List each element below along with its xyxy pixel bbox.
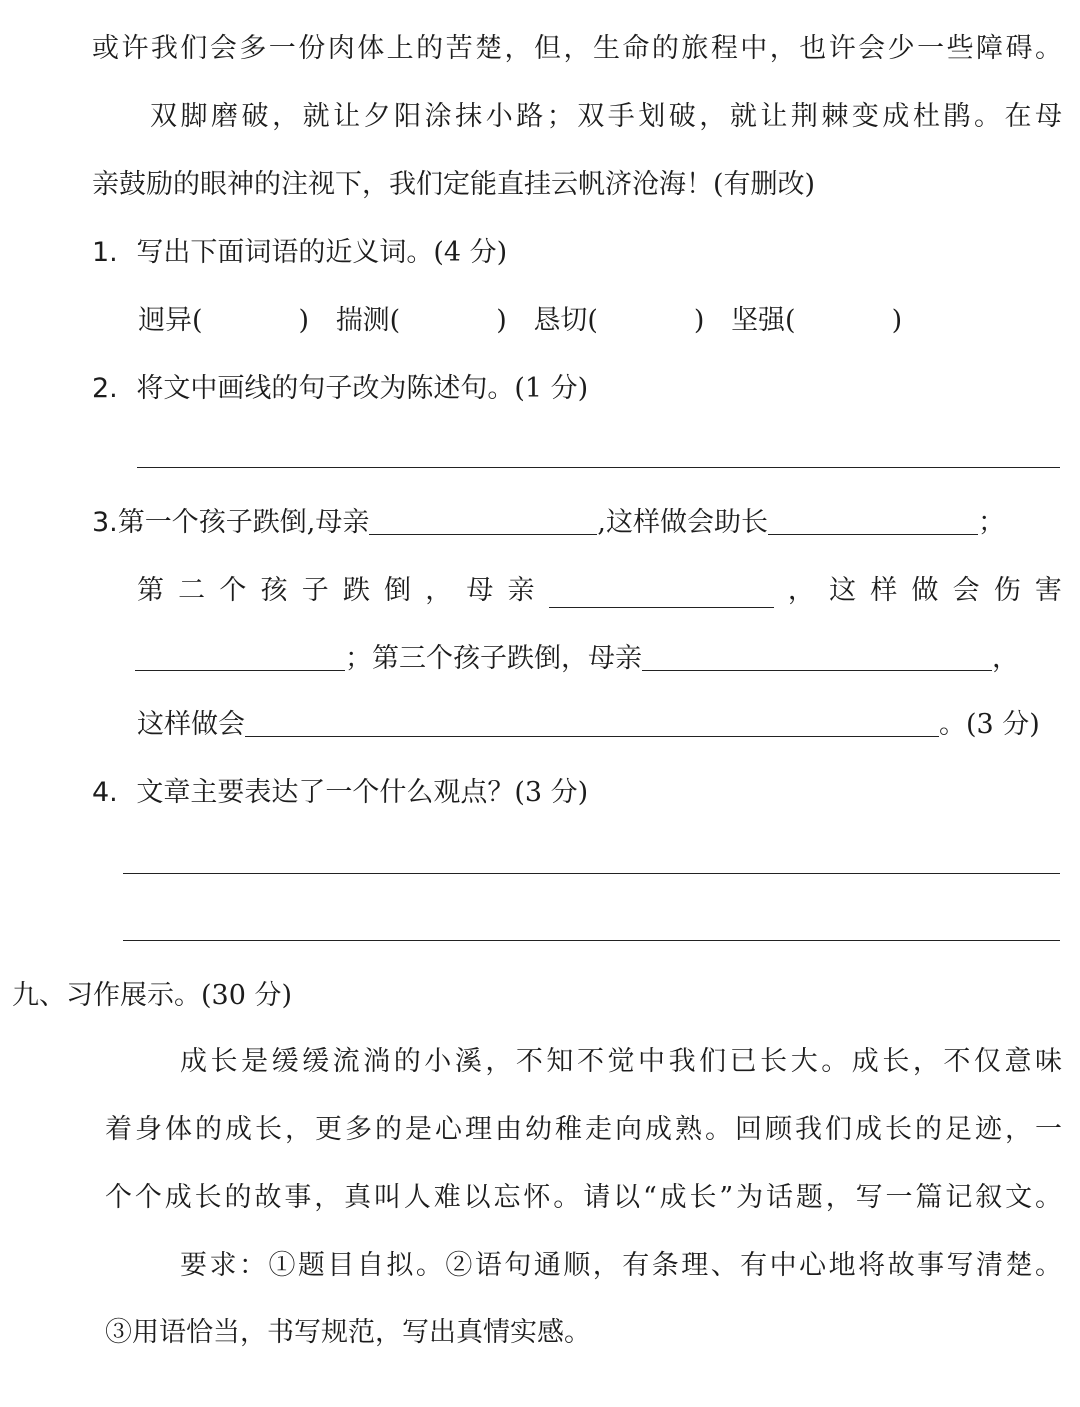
question-2 [92, 372, 588, 406]
question-3-line-1: 3.第一个孩子跌倒,母亲 ,这样做会助长 ； [92, 507, 1005, 538]
fill-blank[interactable] [768, 508, 978, 535]
question-number: 4. [92, 777, 118, 808]
question-prompt: 将文中画线的句子改为陈述句。(1 分) [136, 373, 589, 404]
essay-requirements: ③用语恰当，书写规范，写出真情实感。 [105, 1317, 591, 1348]
section-heading: 九、习作展示。(30 分) [12, 980, 293, 1011]
essay-requirements: 要求：①题目自拟。②语句通顺，有条理、有中心地将故事写清楚。 [180, 1250, 1062, 1281]
word-2: 揣测( [335, 305, 401, 336]
passage-line: 或许我们会多一份肉体上的苦楚，但，生命的旅程中，也许会少一些障碍。 [92, 33, 1062, 64]
question-number: 2. [92, 373, 118, 404]
answer-line[interactable] [123, 873, 1060, 874]
word-3: 恳切( [533, 305, 598, 336]
question-3-line-2: 第 二 个 孩 子 跌 倒 ， 母 亲 ， 这 样 做 会 伤 害 [137, 575, 1062, 606]
question-4 [92, 776, 588, 810]
question-number: 1. [92, 237, 118, 268]
question-3-line-3: ；第三个孩子跌倒，母亲 ， [135, 642, 1019, 676]
essay-prompt-line: 着身体的成长，更多的是心理由幼稚走向成熟。回顾我们成长的足迹，一 [105, 1114, 1062, 1145]
fill-blank[interactable] [549, 581, 774, 608]
fill-blank[interactable] [642, 644, 992, 671]
fill-blank[interactable] [369, 508, 597, 535]
question-prompt: 写出下面词语的近义词。(4 分) [136, 237, 508, 268]
question-number: 3. [92, 507, 118, 538]
passage-line: 亲鼓励的眼神的注视下，我们定能直挂云帆济沧海！(有删改) [92, 169, 816, 200]
answer-line[interactable] [137, 467, 1060, 468]
question-prompt: 文章主要表达了一个什么观点？(3 分) [136, 777, 589, 808]
word-1: 迥异( [138, 305, 203, 336]
essay-prompt-line: 个个成长的故事，真叫人难以忘怀。请以“成长”为话题，写一篇记叙文。 [105, 1182, 1062, 1213]
word-4: 坚强( [731, 305, 796, 336]
fill-blank[interactable] [135, 644, 345, 671]
answer-line[interactable] [123, 940, 1060, 941]
question-1 [92, 236, 507, 270]
synonym-blanks: 迥异( ) 揣测( ) 恳切( ) 坚强( ) [138, 305, 903, 336]
fill-blank[interactable] [245, 710, 939, 737]
question-3-line-4: 这样做会 。(3 分) [137, 709, 1040, 740]
passage-line: 双脚磨破，就让夕阳涂抹小路；双手划破，就让荆棘变成杜鹃。在母 [150, 101, 1062, 132]
essay-prompt-line: 成长是缓缓流淌的小溪，不知不觉中我们已长大。成长，不仅意味 [180, 1046, 1062, 1077]
